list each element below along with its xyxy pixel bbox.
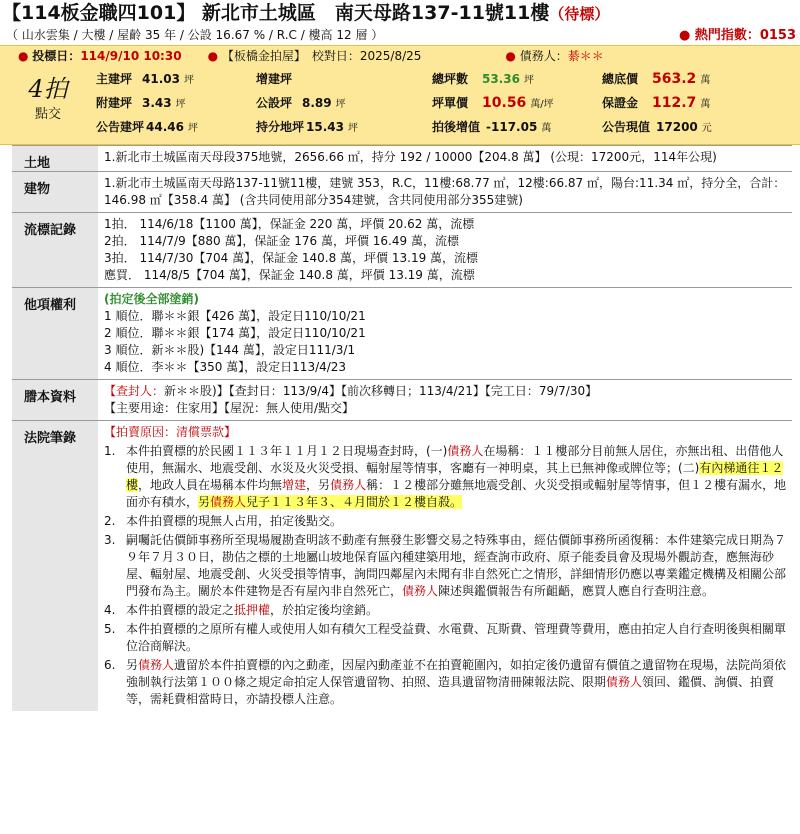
detail-table (12, 145, 792, 711)
auction-reason: 【拍賣原因：清償票款】 (104, 425, 237, 439)
section-label: 建物 (12, 172, 98, 212)
court-record (98, 421, 792, 711)
item-number: 4. (104, 603, 116, 617)
court-section (12, 421, 792, 711)
item-number: 2. (104, 514, 116, 528)
auction-round (0, 66, 96, 144)
list-item (104, 657, 788, 708)
hot-index: ● 熱門指數：0153 (678, 28, 796, 43)
item-text: 本件拍賣標的現無人占用，拍定後點交。 (126, 514, 343, 528)
item-number: 1. (104, 444, 116, 458)
title-text: 【114板金職四101】 新北市土城區 南天母路137-11號11樓 (2, 2, 550, 24)
price-column-1: 總坪數 53.36 坪 坪單價 10.56 萬/坪 拍後增值 -117.05 萬 (432, 72, 554, 134)
rights-note: (拍定後全部塗銷) (104, 292, 199, 306)
list-item: 應買． 114/8/5【704 萬】，保証金 140.8 萬，坪價 13.19 萬，流標 (104, 268, 475, 282)
list-item (104, 513, 788, 530)
bullet-icon: ● (18, 49, 33, 63)
section-label: 他項權利 (12, 288, 98, 379)
section-label: 土地 (12, 146, 98, 171)
item-text: 本件拍賣標的於民國１１３年１１月１２日現場查封時，(一)債務人在場稱：１１樓部分目前無人居住，亦無出租、出借他人使用，無漏水、地震受創、水災及火災受損、輻射屋等情事，客廳有一神明桌，其上已無神像或牌位等；(二)有內梯通往１２樓，地政人員在場稱本件均無增建，另債務人稱：１２樓部分雖無地震受創、火災受損或輻射屋等情事，但１２樓有漏水，地面亦有積水，另債務人兒子１１３年３、４月間於１２樓自殺。 (126, 444, 787, 509)
history-section (12, 213, 792, 288)
section-label: 流標記錄 (12, 213, 98, 287)
delivery-status: 點交 (34, 107, 61, 122)
land-text: 1.新北市土城區南天母段375地號，2656.66 ㎡，持分 192 / 10000【204.8 萬】 (公現：17200元，114年公現) (104, 150, 717, 164)
court-items (104, 443, 788, 708)
status-badge: （待標） (549, 5, 610, 23)
rights-list (98, 288, 792, 379)
item-text: 另債務人遺留於本件拍賣標的內之動產，因屋內動產並不在拍賣範圍內，如拍定後仍遺留有價值之遺留物在現場，法院尚須依強制執行法第１００條之規定命拍定人保管遺留物、拍照、造具遺留物清冊陳報法院、限期債務人領回、鑑價、詢價、拍賣等，需耗費相當時日，亦請投標人注意。 (126, 658, 787, 706)
page-title (0, 0, 800, 26)
item-number: 6. (104, 658, 116, 672)
property-meta: （ 山水雲集 / 大樓 / 屋齡 35 年 / 公設 16.67 % / R.C / 樓高 12 層 ） (6, 28, 384, 42)
rights-section (12, 288, 792, 380)
area-column-1: 主建坪 41.03 坪 附建坪 3.43 坪 公告建坪 44.46 坪 (96, 72, 198, 134)
list-item: 2 順位．聯＊＊銀【174 萬】，設定日110/10/21 (104, 326, 366, 340)
land-section (12, 146, 792, 172)
bullet-icon: ● (207, 49, 222, 63)
registry-text: 【查封人：新＊＊股)】【查封日：113/9/4】【前次移轉日；113/4/21】【完工日：79/7/30】 【主要用途：住家用】【屋況：無人使用/點交】 (104, 384, 598, 415)
item-text: 嗣囑託估價師事務所至現場履勘查明該不動產有無發生影響交易之特殊事由，經估價師事務所函復稱：本件建築完成日期為７９年７月３０日，勘估之標的土地屬山坡地保育區內種建築用地，經查詢市政府、原子能委員會及現場外觀訪查，應無海砂屋、輻射屋、地震受創、火災受損等情事，詢問四鄰屋內未聞有非自然死亡之情形，詳細情形仍應以專業鑑定機構及相關公部門發布為主。關於本件建物是否有屋內非自然死亡，債務人陳述與鑑價報告有所齟齬，應買人應自行查明注意。 (126, 533, 787, 598)
list-item: 1拍． 114/6/18【1100 萬】，保証金 220 萬，坪價 20.62 萬，流標 (104, 217, 475, 231)
list-item (104, 532, 788, 600)
bullet-icon: ● (505, 49, 520, 63)
item-text: 本件拍賣標的之原所有權人或使用人如有積欠工程受益費、水電費、瓦斯費、管理費等費用，應由拍定人自行查明後與相關單位洽商解決。 (126, 622, 787, 653)
section-label: 謄本資料 (12, 380, 98, 420)
list-item (104, 602, 788, 619)
list-item (104, 443, 788, 511)
auction-info-bar (0, 45, 800, 66)
building-section (12, 172, 792, 213)
building-text: 1.新北市土城區南天母路137-11號11樓，建號 353，R.C，11樓:68.77 ㎡，12樓:66.87 ㎡，陽台:11.34 ㎡，持分全，合計：146.98 ㎡【358.4 萬】 (含共同使用部分354建號，含共同使用部分355建號) (104, 176, 786, 207)
list-item: 3 順位．新＊＊股)【144 萬】，設定日111/3/1 (104, 343, 356, 357)
history-list (98, 213, 792, 287)
price-column-2: 總底價 563.2 萬 保證金 112.7 萬 公告現值 17200 元 (602, 71, 712, 134)
item-number: 5. (104, 622, 116, 636)
item-number: 3. (104, 533, 116, 547)
item-text: 本件拍賣標的設定之抵押權，於拍定後均塗銷。 (126, 603, 379, 617)
property-subtitle (0, 26, 800, 45)
list-item (104, 621, 788, 655)
area-column-2: 增建坪 公設坪 8.89 坪 持分地坪 15.43 坪 (256, 72, 358, 134)
list-item: 4 順位．李＊＊【350 萬】，設定日113/4/23 (104, 360, 347, 374)
list-item: 3拍． 114/7/30【704 萬】，保証金 140.8 萬，坪價 13.19 萬，流標 (104, 251, 479, 265)
debtor-info: ● 債務人：綦＊＊ (505, 49, 604, 63)
bid-date: ● 投標日：114/9/10 10:30 (18, 49, 182, 63)
round-number: 4拍 (28, 75, 68, 103)
list-item: 1 順位．聯＊＊銀【426 萬】，設定日110/10/21 (104, 309, 366, 323)
list-item: 2拍． 114/7/9【880 萬】，保証金 176 萬，坪價 16.49 萬，流標 (104, 234, 459, 248)
court-info: ● 【板橋金拍屋】 校對日：2025/8/25 (207, 49, 422, 63)
section-label: 法院筆錄 (12, 421, 98, 711)
fire-icon: ● (678, 28, 695, 43)
registry-section (12, 380, 792, 421)
summary-panel (0, 66, 800, 145)
